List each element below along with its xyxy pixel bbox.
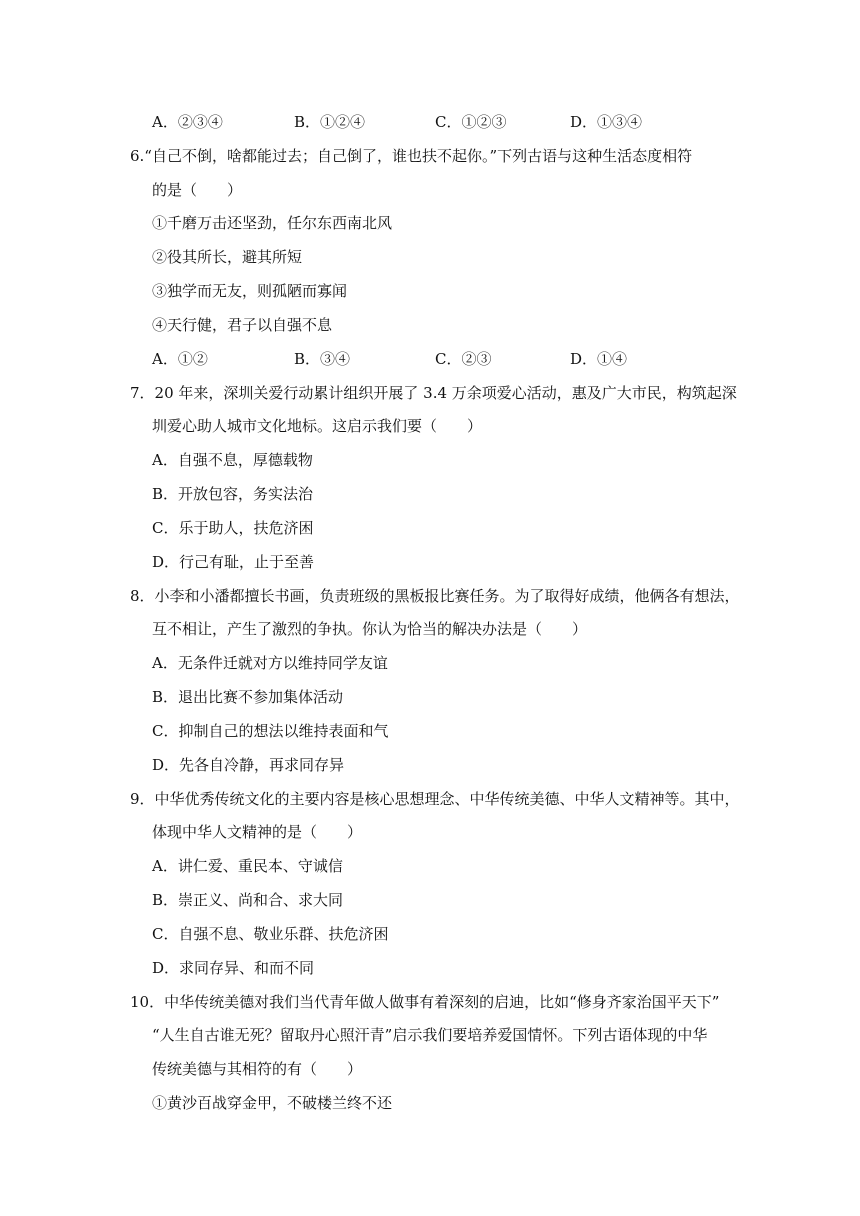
q10-item-1: ①黄沙百战穿金甲，不破楼兰终不还	[152, 1094, 393, 1112]
q9-stem-line1: 9．中华优秀传统文化的主要内容是核心思想理念、中华传统美德、中华人文精神等。其中，	[130, 790, 740, 808]
q6-item-2: ②役其所长，避其所短	[152, 248, 303, 266]
q10-stem-line2: “人生自古谁无死？留取丹心照汗青”启示我们要培养爱国情怀。下列古语体现的中华	[152, 1026, 708, 1044]
q6-item-1: ①千磨万击还坚劲，任尔东西南北风	[152, 214, 393, 232]
q7-option-a: A．自强不息，厚德载物	[152, 451, 313, 469]
q9-option-c: C．自强不息、敬业乐群、扶危济困	[152, 925, 389, 943]
q10-stem-line3: 传统美德与其相符的有（ ）	[152, 1060, 363, 1078]
q8-option-d: D．先各自冷静，再求同存异	[152, 756, 345, 774]
q7-option-b: B．开放包容，务实法治	[152, 485, 314, 503]
q8-option-b: B．退出比赛不参加集体活动	[152, 688, 344, 706]
q5-option-c: C．①②③	[435, 113, 507, 131]
q9-option-a: A．讲仁爱、重民本、守诚信	[152, 857, 343, 875]
q6-stem-line1: 6.“自己不倒，啥都能过去；自己倒了，谁也扶不起你。”下列古语与这种生活态度相符	[130, 147, 693, 165]
q6-item-3: ③独学而无友，则孤陋而寡闻	[152, 282, 348, 300]
q7-option-d: D．行己有耻，止于至善	[152, 553, 315, 571]
q10-stem-line1: 10．中华传统美德对我们当代青年做人做事有着深刻的启迪，比如“修身齐家治国平天下”	[130, 993, 720, 1011]
q6-option-a: A．①②	[152, 350, 208, 368]
q9-stem-line2: 体现中华人文精神的是（ ）	[152, 823, 363, 841]
q8-stem-line2: 互不相让，产生了激烈的争执。你认为恰当的解决办法是（ ）	[152, 620, 588, 638]
q5-option-b: B．①②④	[294, 113, 366, 131]
q7-option-c: C．乐于助人，扶危济困	[152, 519, 314, 537]
q5-option-d: D．①③④	[570, 113, 643, 131]
q6-option-d: D．①④	[570, 350, 628, 368]
q8-stem-line1: 8．小李和小潘都擅长书画，负责班级的黑板报比赛任务。为了取得好成绩，他俩各有想法，	[130, 587, 740, 605]
q6-option-b: B．③④	[294, 350, 351, 368]
q7-stem-line1: 7．20 年来，深圳关爱行动累计组织开展了 3.4 万余项爱心活动，惠及广大市民，构筑起深	[130, 384, 737, 402]
q6-stem-line2: 的是（ ）	[152, 181, 243, 199]
q6-option-c: C．②③	[435, 350, 492, 368]
q8-option-a: A．无条件迁就对方以维持同学友谊	[152, 654, 388, 672]
q9-option-d: D．求同存异、和而不同	[152, 959, 315, 977]
q6-item-4: ④天行健，君子以自强不息	[152, 316, 333, 334]
q7-stem-line2: 圳爱心助人城市文化地标。这启示我们要（ ）	[152, 417, 483, 435]
q8-option-c: C．抑制自己的想法以维持表面和气	[152, 722, 389, 740]
q9-option-b: B．崇正义、尚和合、求大同	[152, 891, 344, 909]
q5-option-a: A．②③④	[152, 113, 223, 131]
